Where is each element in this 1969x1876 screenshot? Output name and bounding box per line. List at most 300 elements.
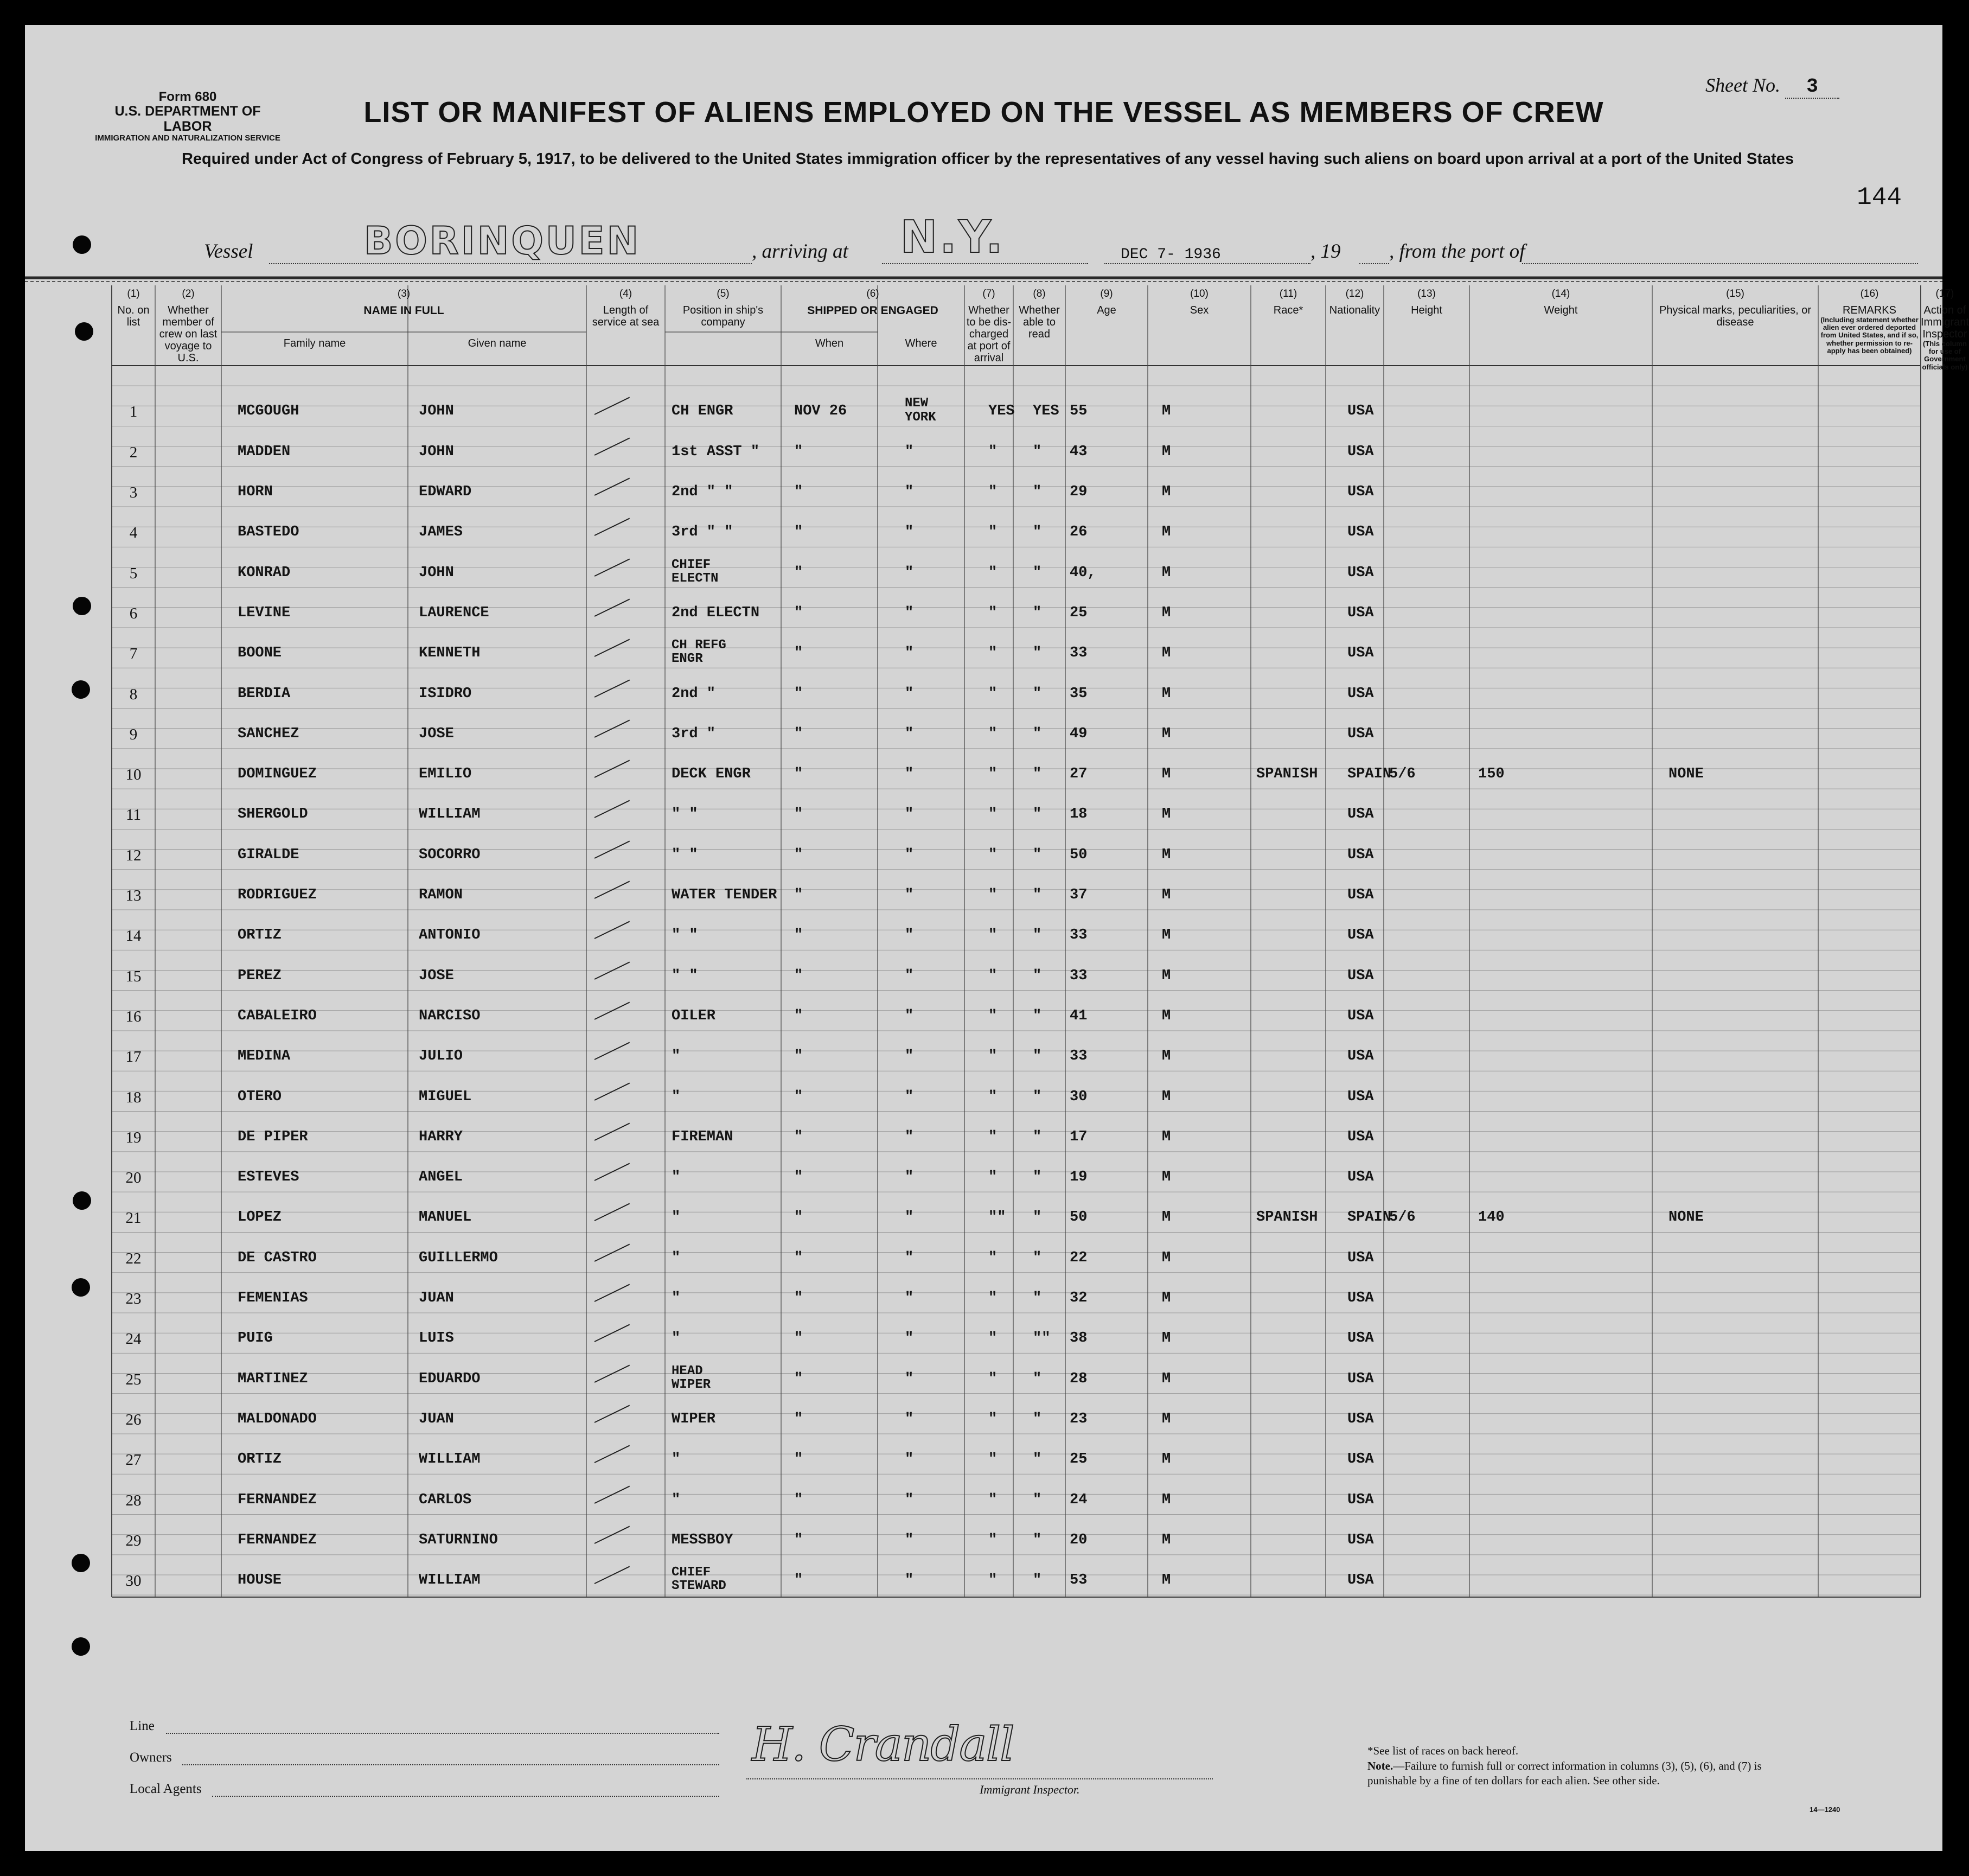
cell-given: MIGUEL [419, 1088, 472, 1105]
cell-discharged: " [988, 1048, 998, 1065]
cell-position: OILER [672, 1007, 716, 1024]
date-fill-line [1104, 263, 1310, 264]
cell-family: GIRALDE [238, 846, 299, 863]
year-fill-line [1359, 263, 1389, 264]
cell-age: 26 [1070, 524, 1088, 541]
cell-family: RODRIGUEZ [238, 887, 317, 904]
cell-position: DECK ENGR [672, 766, 751, 783]
cell-where: " [905, 1572, 914, 1589]
cell-age: 35 [1070, 685, 1088, 702]
cell-age: 53 [1070, 1572, 1088, 1589]
cell-given: JUAN [419, 1290, 454, 1307]
cell-given: GUILLERMO [419, 1249, 498, 1266]
cell-read: " [1033, 1048, 1042, 1065]
column-subheader [408, 337, 586, 349]
column-label: Whether able to read [1019, 304, 1060, 340]
cell-position: " [672, 1088, 681, 1105]
cell-age: 29 [1070, 484, 1088, 501]
service-name: IMMIGRATION AND NATURALIZATION SERVICE [95, 133, 280, 143]
cell-position: 3rd " " [672, 524, 733, 541]
cell-when: " [794, 1572, 803, 1589]
cell-when: " [794, 1088, 803, 1105]
cell-given: EDWARD [419, 484, 472, 501]
cell-position: MESSBOY [672, 1532, 733, 1548]
cell-family: DE PIPER [238, 1128, 308, 1145]
column-label: Whether to be dis-charged at port of arrival [966, 304, 1012, 364]
column-label: Physical marks, peculiarities, or disease [1659, 304, 1812, 328]
cell-age: 33 [1070, 967, 1088, 984]
local-agents-label: Local Agents [130, 1782, 202, 1796]
cell-when: " [794, 1411, 803, 1427]
cell-given: WILLIAM [419, 806, 481, 823]
cell-sex: M [1162, 927, 1171, 944]
cell-position: " [672, 1290, 681, 1307]
cell-sex: M [1162, 443, 1171, 460]
row-number: 7 [129, 645, 138, 663]
row-number: 10 [125, 766, 142, 784]
line-fill-line [166, 1733, 719, 1734]
cell-nationality: USA [1347, 806, 1374, 823]
cell-age: 33 [1070, 645, 1088, 662]
cell-discharged: " [988, 1330, 998, 1347]
cell-sex: M [1162, 1209, 1171, 1226]
cell-when: " [794, 1290, 803, 1307]
column-number: (11) [1279, 288, 1297, 299]
cell-family: ESTEVES [238, 1169, 299, 1186]
cell-nationality: USA [1347, 604, 1374, 621]
column-header-length-of-service [586, 289, 665, 328]
cell-discharged: " [988, 564, 998, 581]
cell-family: LEVINE [238, 604, 291, 621]
row-number: 20 [125, 1169, 142, 1187]
page-title: LIST OR MANIFEST OF ALIENS EMPLOYED ON THE VESSEL AS MEMBERS OF CREW [363, 96, 1604, 129]
cell-nationality: USA [1347, 1007, 1374, 1024]
failure-note [1367, 1759, 1791, 1789]
cell-when: " [794, 1128, 803, 1145]
column-number: (17) [1935, 288, 1954, 299]
sheet-number-value: 3 [1785, 75, 1839, 99]
vessel-name-value: BORINQUEN [363, 219, 641, 263]
cell-nationality: USA [1347, 1048, 1374, 1065]
cell-family: KONRAD [238, 564, 291, 581]
form-number: Form 680 [158, 90, 217, 104]
race-note: *See list of races on back hereof. [1367, 1744, 1519, 1757]
year-label: , 19 [1310, 240, 1341, 263]
cell-family: OTERO [238, 1088, 282, 1105]
cell-when: " [794, 484, 803, 501]
cell-nationality: USA [1347, 1088, 1374, 1105]
cell-when: " [794, 1249, 803, 1266]
cell-family: FERNANDEZ [238, 1532, 317, 1548]
cell-when: " [794, 1451, 803, 1468]
cell-where: " [905, 524, 914, 541]
vessel-line [182, 212, 1766, 266]
cell-given: JOHN [419, 443, 454, 460]
cell-sex: M [1162, 1290, 1171, 1307]
cell-nationality: USA [1347, 1249, 1374, 1266]
cell-read: " [1033, 1209, 1042, 1226]
cell-sex: M [1162, 725, 1171, 742]
cell-position: " [672, 1209, 681, 1226]
cell-age: 23 [1070, 1411, 1088, 1427]
column-header-position [665, 289, 781, 328]
column-number: (14) [1551, 288, 1570, 299]
column-number: (15) [1726, 288, 1744, 299]
cell-read: " [1033, 1572, 1042, 1589]
cell-given: MANUEL [419, 1209, 472, 1226]
cell-age: 50 [1070, 1209, 1088, 1226]
column-label: NAME IN FULL [363, 304, 444, 317]
column-header-shipped-or-engaged [781, 289, 964, 317]
cell-family: MCGOUGH [238, 403, 299, 420]
cell-when: " [794, 846, 803, 863]
row-number: 14 [125, 927, 142, 945]
cell-family: LOPEZ [238, 1209, 282, 1226]
cell-sex: M [1162, 564, 1171, 581]
cell-nationality: USA [1347, 403, 1374, 420]
row-number: 3 [129, 484, 138, 502]
cell-read: " [1033, 927, 1042, 944]
cell-discharged: " [988, 846, 998, 863]
cell-when: " [794, 524, 803, 541]
column-header-able-to-read [1013, 289, 1065, 340]
cell-given: LUIS [419, 1330, 454, 1347]
cell-discharged: " [988, 1128, 998, 1145]
cell-sex: M [1162, 403, 1171, 420]
cell-when: " [794, 1048, 803, 1065]
cell-marks: NONE [1668, 1209, 1704, 1226]
cell-age: 40, [1070, 564, 1096, 581]
binder-hole [72, 1554, 90, 1572]
cell-given: KENNETH [419, 645, 481, 662]
form-code: 14—1240 [1810, 1805, 1840, 1814]
column-number: (12) [1345, 288, 1364, 299]
column-header-discharged [964, 289, 1013, 364]
cell-nationality: USA [1347, 564, 1374, 581]
cell-age: 38 [1070, 1330, 1088, 1347]
cell-given: NARCISO [419, 1007, 481, 1024]
column-label: Length of service at sea [592, 304, 660, 328]
column-label: Height [1411, 304, 1442, 316]
column-header-no [112, 289, 155, 328]
cell-read: " [1033, 967, 1042, 984]
column-sublabel-where: Where [905, 337, 937, 349]
cell-position: 3rd " [672, 725, 716, 742]
cell-family: PEREZ [238, 967, 282, 984]
cell-position: " " [672, 967, 698, 984]
cell-sex: M [1162, 1169, 1171, 1186]
cell-position: WATER TENDER [672, 887, 777, 904]
column-subheader [878, 337, 964, 349]
row-number: 19 [125, 1128, 142, 1146]
cell-position: 2nd ELECTN [672, 604, 760, 621]
cell-discharged: " [988, 1370, 998, 1387]
note-label: Note. [1367, 1759, 1393, 1772]
cell-position: " " [672, 846, 698, 863]
row-number: 8 [129, 685, 138, 703]
cell-given: JOHN [419, 403, 454, 420]
cell-sex: M [1162, 1491, 1171, 1508]
cell-where: " [905, 1128, 914, 1145]
cell-read: " [1033, 766, 1042, 783]
cell-when: " [794, 967, 803, 984]
column-header-race [1251, 289, 1326, 316]
cell-read: " [1033, 1411, 1042, 1427]
cell-nationality: USA [1347, 1330, 1374, 1347]
column-number: (2) [182, 288, 195, 299]
cell-given: WILLIAM [419, 1572, 481, 1589]
cell-read: " [1033, 484, 1042, 501]
signature-line [746, 1778, 1213, 1779]
cell-where: " [905, 1532, 914, 1548]
cell-position: " [672, 1249, 681, 1266]
cell-where: " [905, 887, 914, 904]
cell-where: " [905, 766, 914, 783]
cell-read: " [1033, 1451, 1042, 1468]
binder-hole [73, 235, 91, 254]
cell-nationality: USA [1347, 1532, 1374, 1548]
cell-read: " [1033, 1370, 1042, 1387]
column-number: (5) [717, 288, 730, 299]
cell-when: " [794, 1532, 803, 1548]
row-number: 26 [125, 1411, 142, 1428]
cell-sex: M [1162, 1330, 1171, 1347]
from-port-fill-line [1522, 263, 1918, 264]
cell-discharged: " [988, 1532, 998, 1548]
cell-where: " [905, 1290, 914, 1307]
cell-family: ORTIZ [238, 1451, 282, 1468]
cell-age: 33 [1070, 1048, 1088, 1065]
cell-read: " [1033, 1007, 1042, 1024]
binder-hole [72, 1637, 90, 1656]
cell-discharged: " [988, 1249, 998, 1266]
cell-sex: M [1162, 685, 1171, 702]
cell-position: CH ENGR [672, 403, 733, 420]
cell-where: " [905, 1411, 914, 1427]
line-label: Line [130, 1719, 155, 1733]
cell-discharged: "" [988, 1209, 1006, 1226]
cell-sex: M [1162, 766, 1171, 783]
cell-age: 17 [1070, 1128, 1088, 1145]
column-header-remarks [1818, 289, 1921, 355]
cell-discharged: " [988, 443, 998, 460]
cell-when: " [794, 564, 803, 581]
cell-where: " [905, 1007, 914, 1024]
cell-age: 50 [1070, 846, 1088, 863]
cell-read: " [1033, 846, 1042, 863]
row-number: 30 [125, 1572, 142, 1590]
column-label: Age [1097, 304, 1116, 316]
cell-discharged: " [988, 927, 998, 944]
cell-discharged: " [988, 1007, 998, 1024]
cell-nationality: USA [1347, 1451, 1374, 1468]
column-header-age [1065, 289, 1148, 316]
cell-position: HEAD WIPER [672, 1363, 711, 1392]
cell-nationality: SPAIN [1347, 766, 1392, 783]
cell-when: " [794, 1007, 803, 1024]
row-number: 6 [129, 604, 138, 622]
cell-where: " [905, 1370, 914, 1387]
cell-position: FIREMAN [672, 1128, 733, 1145]
cell-given: JOSE [419, 967, 454, 984]
cell-nationality: USA [1347, 1128, 1374, 1145]
cell-sex: M [1162, 484, 1171, 501]
cell-position: 1st ASST " [672, 443, 760, 460]
cell-family: SHERGOLD [238, 806, 308, 823]
row-number: 5 [129, 564, 138, 582]
cell-discharged: " [988, 1290, 998, 1307]
cell-sex: M [1162, 806, 1171, 823]
column-header-inspector-action [1921, 289, 1969, 371]
cell-nationality: USA [1347, 725, 1374, 742]
cell-where: " [905, 1451, 914, 1468]
cell-nationality: USA [1347, 1572, 1374, 1589]
local-agents-fill-line [212, 1796, 719, 1797]
cell-family: PUIG [238, 1330, 273, 1347]
arriving-fill-line [882, 263, 1088, 264]
cell-discharged: " [988, 685, 998, 702]
cell-read: " [1033, 645, 1042, 662]
cell-family: MARTINEZ [238, 1370, 308, 1387]
row-number: 29 [125, 1532, 142, 1549]
cell-family: SANCHEZ [238, 725, 299, 742]
cell-age: 32 [1070, 1290, 1088, 1307]
column-header-nationality [1326, 289, 1384, 316]
cell-family: BOONE [238, 645, 282, 662]
row-number: 2 [129, 443, 138, 461]
cell-when: " [794, 725, 803, 742]
cell-read: " [1033, 564, 1042, 581]
cell-read: " [1033, 806, 1042, 823]
cell-nationality: USA [1347, 887, 1374, 904]
column-label: Weight [1544, 304, 1578, 316]
cell-nationality: USA [1347, 967, 1374, 984]
cell-when: " [794, 1370, 803, 1387]
cell-when: " [794, 645, 803, 662]
cell-sex: M [1162, 524, 1171, 541]
column-number: (16) [1860, 288, 1879, 299]
cell-position: " [672, 1048, 681, 1065]
cell-position: 2nd " [672, 685, 716, 702]
cell-when: NOV 26 [794, 403, 847, 420]
cell-family: MEDINA [238, 1048, 291, 1065]
cell-when: " [794, 1491, 803, 1508]
row-number: 12 [125, 846, 142, 864]
cell-where: " [905, 645, 914, 662]
cell-nationality: USA [1347, 1411, 1374, 1427]
column-label: REMARKS [1843, 304, 1896, 316]
cell-nationality: USA [1347, 1169, 1374, 1186]
cell-age: 30 [1070, 1088, 1088, 1105]
cell-given: JUAN [419, 1411, 454, 1427]
row-number: 18 [125, 1088, 142, 1106]
column-header-sex [1148, 289, 1251, 316]
cell-given: JOHN [419, 564, 454, 581]
cell-nationality: USA [1347, 1491, 1374, 1508]
cell-discharged: " [988, 887, 998, 904]
inspector-caption: Immigrant Inspector. [980, 1783, 1080, 1796]
cell-nationality: USA [1347, 524, 1374, 541]
cell-discharged: " [988, 1088, 998, 1105]
cell-nationality: USA [1347, 846, 1374, 863]
row-number: 22 [125, 1249, 142, 1267]
cell-given: JAMES [419, 524, 463, 541]
cell-age: 20 [1070, 1532, 1088, 1548]
cell-given: SOCORRO [419, 846, 481, 863]
binder-hole [73, 597, 91, 615]
cell-family: CABALEIRO [238, 1007, 317, 1024]
row-number: 23 [125, 1290, 142, 1308]
cell-family: BASTEDO [238, 524, 299, 541]
cell-given: JULIO [419, 1048, 463, 1065]
cell-nationality: USA [1347, 1290, 1374, 1307]
cell-family: BERDIA [238, 685, 291, 702]
cell-read: " [1033, 887, 1042, 904]
cell-read: " [1033, 1088, 1042, 1105]
cell-read: " [1033, 443, 1042, 460]
cell-nationality: USA [1347, 484, 1374, 501]
cell-age: 43 [1070, 443, 1088, 460]
column-label: Nationality [1329, 304, 1380, 316]
cell-age: 25 [1070, 604, 1088, 621]
cell-age: 41 [1070, 1007, 1088, 1024]
column-subheader [781, 337, 878, 349]
cell-family: ORTIZ [238, 927, 282, 944]
column-note: (Including statement whether alien ever ordered deported from United States, and if so, whether permission to re-apply has been obtained) [1820, 315, 1919, 355]
cell-discharged: " [988, 645, 998, 662]
cell-sex: M [1162, 1048, 1171, 1065]
cell-age: 27 [1070, 766, 1088, 783]
cell-read: " [1033, 685, 1042, 702]
cell-when: " [794, 1209, 803, 1226]
column-header-weight [1469, 289, 1652, 316]
cell-discharged: " [988, 1169, 998, 1186]
cell-sex: M [1162, 887, 1171, 904]
binder-hole [73, 1191, 91, 1210]
cell-sex: M [1162, 1128, 1171, 1145]
cell-read: " [1033, 1290, 1042, 1307]
cell-position: CHIEF STEWARD [672, 1565, 726, 1594]
cell-where: " [905, 1209, 914, 1226]
cell-when: " [794, 766, 803, 783]
column-sublabel-when: When [815, 337, 844, 349]
cell-read: " [1033, 725, 1042, 742]
cell-given: ISIDRO [419, 685, 472, 702]
department-name: U.S. DEPARTMENT OF LABOR [114, 104, 261, 134]
cell-given: CARLOS [419, 1491, 472, 1508]
column-label: Whether member of crew on last voyage to U.S. [159, 304, 218, 364]
cell-race: SPANISH [1256, 1209, 1318, 1226]
cell-position: WIPER [672, 1411, 716, 1427]
cell-discharged: " [988, 524, 998, 541]
cell-given: ANGEL [419, 1169, 463, 1186]
cell-discharged: " [988, 1491, 998, 1508]
cell-sex: M [1162, 604, 1171, 621]
cell-nationality: USA [1347, 927, 1374, 944]
owners-fill-line [182, 1764, 719, 1765]
cell-position: 2nd " " [672, 484, 733, 501]
cell-position: CH REFG ENGR [672, 638, 726, 667]
cell-nationality: USA [1347, 685, 1374, 702]
cell-position: CHIEF ELECTN [672, 557, 719, 586]
column-number: (7) [982, 288, 995, 299]
binder-hole [75, 322, 93, 341]
cell-family: FEMENIAS [238, 1290, 308, 1307]
cell-read: " [1033, 1249, 1042, 1266]
row-number: 24 [125, 1330, 142, 1348]
column-sublabel-given-name: Given name [468, 337, 527, 349]
cell-position: " [672, 1451, 681, 1468]
